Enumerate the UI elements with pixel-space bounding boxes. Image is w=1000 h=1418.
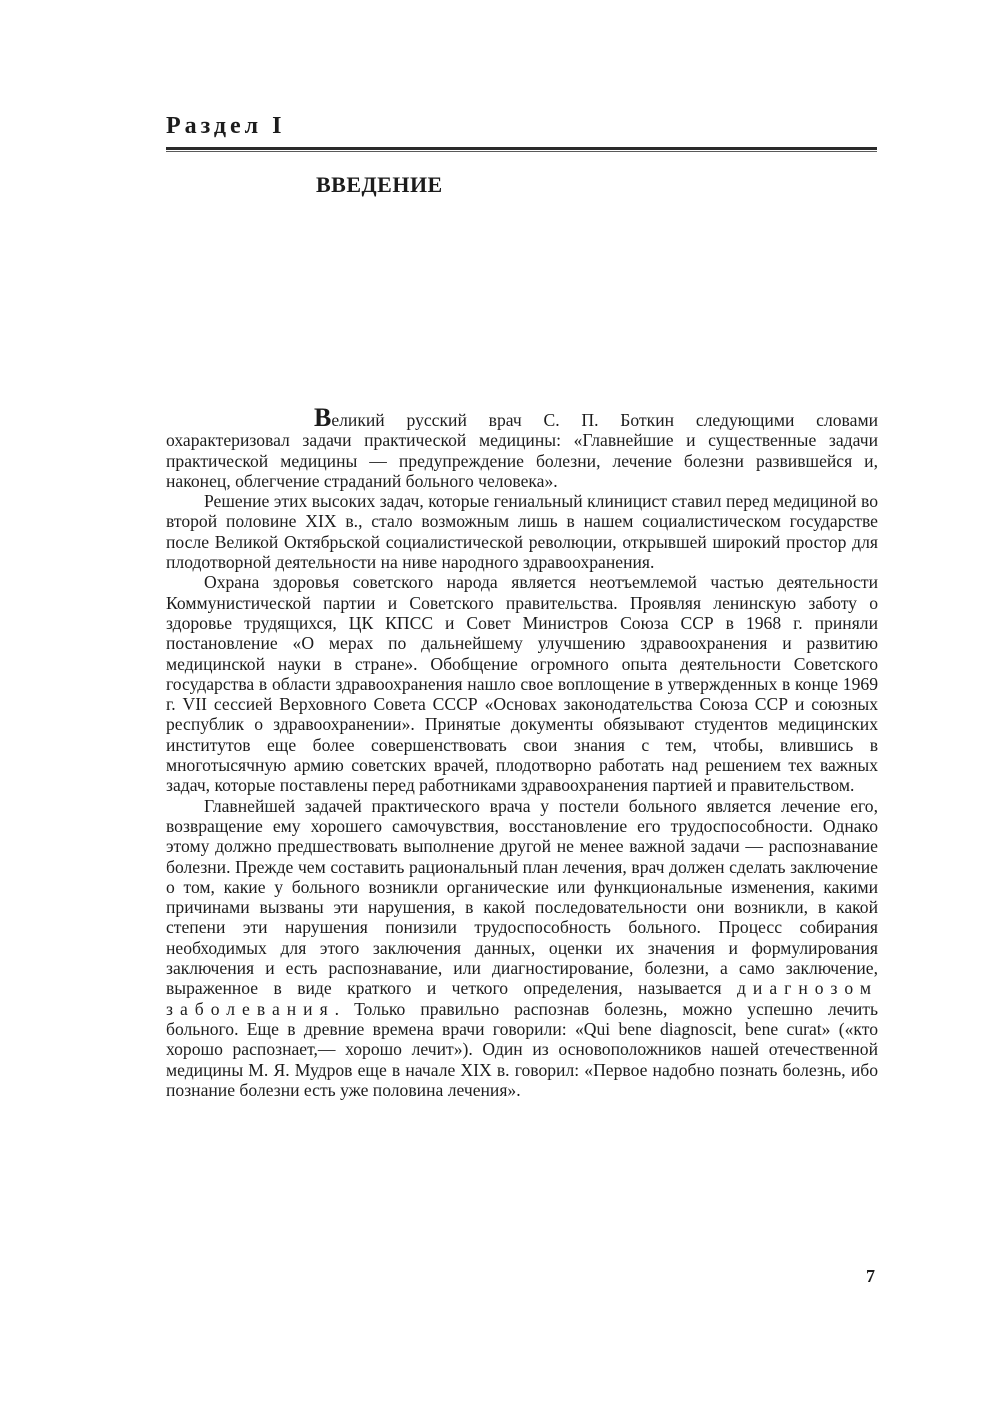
drop-cap: В — [314, 403, 332, 432]
section-label: Раздел I — [166, 113, 286, 139]
header-rule — [166, 147, 877, 152]
paragraph-1-text: еликий русский врач С. П. Боткин следующими словами охарактеризовал задачи практической медицины: «Главнейшие и существенные задачи практической медицины — предупреждение болезни, лечение болезни развившейся и, наконец, облегчение страданий больного человека». — [166, 410, 878, 491]
paragraph-4 — [166, 796, 878, 1100]
body-text — [166, 403, 878, 1100]
page-number: 7 — [866, 1266, 875, 1286]
emphasized-term: диагнозом заболевания — [166, 978, 878, 1019]
chapter-title: ВВЕДЕНИЕ — [316, 172, 443, 197]
paragraph-4-text-before: Главнейшей задачей практического врача у постели больного является лечение его, возвращение ему хорошего самочувствия, восстановление его трудоспособности. Однако этому должно предшествовать выполнение другой не менее важной задачи — распознавание болезни. Прежде чем составить рациональный план лечения, врач должен сделать заключение о том, какие у больного возникли органические или функциональные изменения, какими причинами вызваны эти нарушения, в какой последовательности они возникли, в какой степени эти нарушения понизили трудоспособность больного. Процесс собирания необходимых для этого заключения данных, оценки их значения и формулирования заключения и есть распознавание, или диагностирование, болезни, а само заключение, выраженное в виде краткого и четкого определения, называется — [166, 795, 878, 999]
paragraph-2: Решение этих высоких задач, которые гениальный клиницист ставил перед медициной во второй половине XIX в., стало возможным лишь в нашем социалистическом государстве после Великой Октябрьской социалистической революции, открывшей широкий простор для плодотворной деятельности на ниве народного здравоохранения. — [166, 491, 878, 573]
paragraph-1 — [166, 403, 878, 491]
paragraph-4-text-after: . Только правильно распознав болезнь, можно успешно лечить больного. Еще в древние времена врачи говорили: «Qui bene diagnoscit, bene curat» («кто хорошо распознает,— хорошо лечит»). Один из основоположников нашей отечественной медицины М. Я. Мудров еще в начале XIX в. говорил: «Первое надобно познать болезнь, ибо познание болезни есть уже половина лечения». — [166, 998, 878, 1100]
paragraph-3: Охрана здоровья советского народа является неотъемлемой частью деятельности Коммунистической партии и Советского правительства. Проявляя ленинскую заботу о здоровье трудящихся, ЦК КПСС и Совет Министров Союза ССР в 1968 г. приняли постановление «О мерах по дальнейшему улучшению здравоохранения и развитию медицинской науки в стране». Обобщение огромного опыта деятельности Советского государства в области здравоохранения нашло свое воплощение в утвержденных в конце 1969 г. VII сессией Верховного Совета СССР «Основах законодательства Союза ССР и союзных республик о здравоохранении». Принятые документы обязывают студентов медицинских институтов еще более совершенствовать свои знания с тем, чтобы, влившись в многотысячную армию советских врачей, плодотворно работать над решением тех важных задач, которые поставлены перед работниками здравоохранения партией и правительством. — [166, 572, 878, 796]
